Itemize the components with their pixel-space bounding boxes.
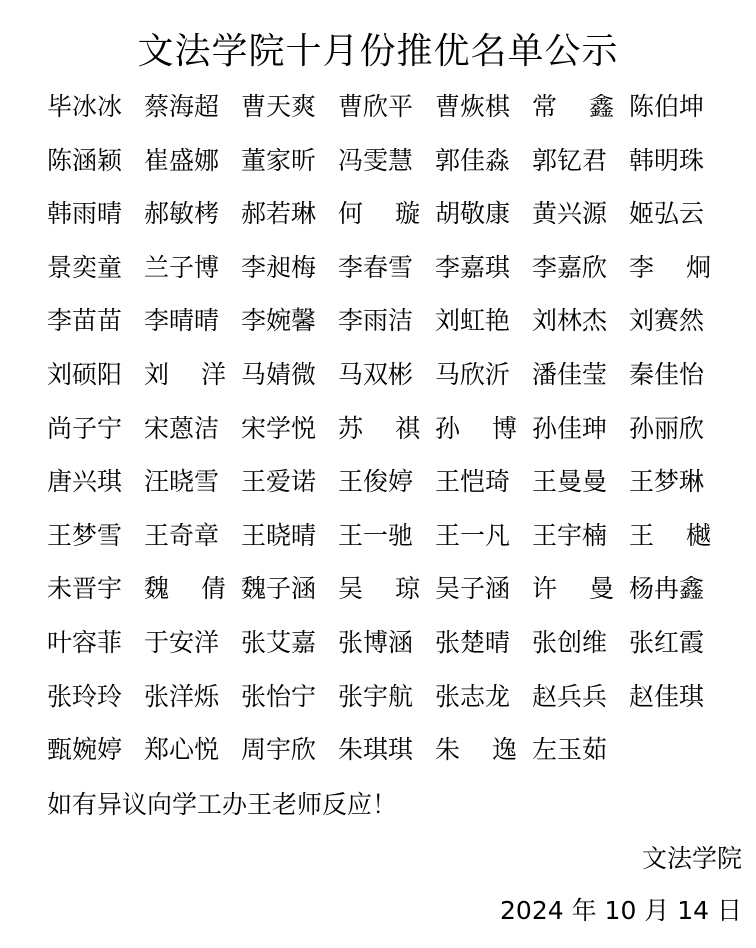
name-entry: 王恺琦 xyxy=(435,467,511,497)
name-part: 鑫 xyxy=(588,92,614,121)
name-part: 朱 xyxy=(435,735,461,765)
name-entry xyxy=(435,404,517,458)
name-part: 何 xyxy=(338,199,364,229)
name-entry: 王曼曼 xyxy=(532,467,608,497)
name-entry: 杨冉鑫 xyxy=(629,574,705,604)
page-title: 文法学院十月份推优名单公示 xyxy=(137,31,619,72)
name-entry: 李春雪 xyxy=(338,252,414,282)
name-entry: 王一凡 xyxy=(435,520,511,550)
name-entry: 韩雨晴 xyxy=(47,199,123,229)
name-entry xyxy=(144,350,226,404)
name-entry: 周宇欣 xyxy=(241,735,317,765)
name-entry xyxy=(338,189,420,243)
name-entry: 曹烣棋 xyxy=(435,92,511,121)
name-entry xyxy=(144,564,226,618)
name-entry: 李苗苗 xyxy=(47,306,123,336)
name-part: 琼 xyxy=(394,574,420,604)
name-entry: 朱琪琪 xyxy=(338,735,414,765)
name-entry: 马欣沂 xyxy=(435,359,511,389)
signature-date: 2024 年 10 月 14 日 xyxy=(500,896,742,925)
name-entry: 王梦雪 xyxy=(47,520,123,550)
name-entry: 王宇楠 xyxy=(532,520,608,550)
name-entry xyxy=(629,243,711,297)
name-entry: 李嘉琪 xyxy=(435,252,511,282)
objection-notice: 如有异议向学工办王老师反应！ xyxy=(47,790,398,819)
name-entry: 于安洋 xyxy=(144,627,220,657)
name-part: 曼 xyxy=(588,574,614,604)
name-entry: 刘林杰 xyxy=(532,306,608,336)
name-entry: 张红霞 xyxy=(629,627,705,657)
name-entry: 崔盛娜 xyxy=(144,145,220,175)
name-entry: 毕冰冰 xyxy=(47,92,123,121)
name-entry xyxy=(629,511,711,565)
name-entry: 孙丽欣 xyxy=(629,413,705,443)
name-entry: 张怡宁 xyxy=(241,681,317,711)
name-entry: 王爱诺 xyxy=(241,467,317,497)
name-entry: 张楚晴 xyxy=(435,627,511,657)
name-entry: 潘佳莹 xyxy=(532,359,608,389)
name-entry xyxy=(338,564,420,618)
name-entry: 韩明珠 xyxy=(629,145,705,175)
name-entry: 李晴晴 xyxy=(144,306,220,336)
name-entry: 董家昕 xyxy=(241,145,317,175)
name-entry: 张创维 xyxy=(532,627,608,657)
name-part: 许 xyxy=(532,574,558,604)
name-entry: 左玉茹 xyxy=(532,735,608,765)
name-entry: 张志龙 xyxy=(435,681,511,711)
name-entry: 张博涵 xyxy=(338,627,414,657)
name-entry: 张洋烁 xyxy=(144,681,220,711)
name-part: 魏 xyxy=(144,574,170,604)
name-entry: 曹天爽 xyxy=(241,92,317,121)
name-entry: 陈涵颖 xyxy=(47,145,123,175)
name-entry: 宋学悦 xyxy=(241,413,317,443)
name-entry: 李昶梅 xyxy=(241,252,317,282)
name-entry: 郑心悦 xyxy=(144,735,220,765)
name-entry: 未晋宇 xyxy=(47,574,123,604)
name-entry: 尚子宁 xyxy=(47,413,123,443)
name-entry: 刘硕阳 xyxy=(47,359,123,389)
name-entry: 张艾嘉 xyxy=(241,627,317,657)
name-part: 炯 xyxy=(685,252,711,282)
name-entry: 王晓晴 xyxy=(241,520,317,550)
name-entry: 赵佳琪 xyxy=(629,681,705,711)
name-entry: 叶容菲 xyxy=(47,627,123,657)
name-entry xyxy=(435,725,517,779)
name-entry: 马双彬 xyxy=(338,359,414,389)
name-entry: 张宇航 xyxy=(338,681,414,711)
name-part: 苏 xyxy=(338,413,364,443)
name-list xyxy=(47,82,727,779)
name-entry: 刘赛然 xyxy=(629,306,705,336)
name-entry: 王奇章 xyxy=(144,520,220,550)
name-part: 洋 xyxy=(200,359,226,389)
name-entry: 宋蒽洁 xyxy=(144,413,220,443)
name-entry: 甄婉婷 xyxy=(47,735,123,765)
name-part: 璇 xyxy=(394,199,420,229)
name-entry: 吴子涵 xyxy=(435,574,511,604)
name-entry xyxy=(532,564,614,618)
name-part: 刘 xyxy=(144,359,170,389)
name-entry: 魏子涵 xyxy=(241,574,317,604)
name-entry: 孙佳珅 xyxy=(532,413,608,443)
name-entry: 姬弘云 xyxy=(629,199,705,229)
name-entry: 曹欣平 xyxy=(338,92,414,121)
name-entry: 冯雯慧 xyxy=(338,145,414,175)
name-entry: 郝若琳 xyxy=(241,199,317,229)
name-part: 王 xyxy=(629,520,655,550)
name-entry: 李嘉欣 xyxy=(532,252,608,282)
name-part: 樾 xyxy=(685,520,711,550)
name-part: 博 xyxy=(491,413,517,443)
name-part: 常 xyxy=(532,92,558,121)
name-entry: 王一驰 xyxy=(338,520,414,550)
name-entry: 黄兴源 xyxy=(532,199,608,229)
name-entry: 唐兴琪 xyxy=(47,467,123,497)
name-entry: 郭钇君 xyxy=(532,145,608,175)
name-entry: 秦佳怡 xyxy=(629,359,705,389)
name-entry: 马婧微 xyxy=(241,359,317,389)
name-entry: 郝敏栲 xyxy=(144,199,220,229)
name-part: 祺 xyxy=(394,413,420,443)
name-entry: 刘虹艳 xyxy=(435,306,511,336)
name-entry: 赵兵兵 xyxy=(532,681,608,711)
name-entry: 胡敬康 xyxy=(435,199,511,229)
name-entry: 王俊婷 xyxy=(338,467,414,497)
signature-org: 文法学院 xyxy=(641,844,742,873)
name-entry xyxy=(532,82,614,136)
name-entry: 李雨洁 xyxy=(338,306,414,336)
name-entry: 汪晓雪 xyxy=(144,467,220,497)
name-part: 吴 xyxy=(338,574,364,604)
name-entry: 郭佳淼 xyxy=(435,145,511,175)
name-entry: 陈伯坤 xyxy=(629,92,705,121)
name-entry: 王梦琳 xyxy=(629,467,705,497)
name-entry xyxy=(338,404,420,458)
name-entry: 张玲玲 xyxy=(47,681,123,711)
name-entry: 兰子博 xyxy=(144,252,220,282)
name-part: 孙 xyxy=(435,413,461,443)
name-part: 倩 xyxy=(200,574,226,604)
name-part: 逸 xyxy=(491,735,517,765)
name-part: 李 xyxy=(629,252,655,282)
name-entry: 李婉馨 xyxy=(241,306,317,336)
name-entry: 蔡海超 xyxy=(144,92,220,121)
name-entry: 景奕童 xyxy=(47,252,123,282)
